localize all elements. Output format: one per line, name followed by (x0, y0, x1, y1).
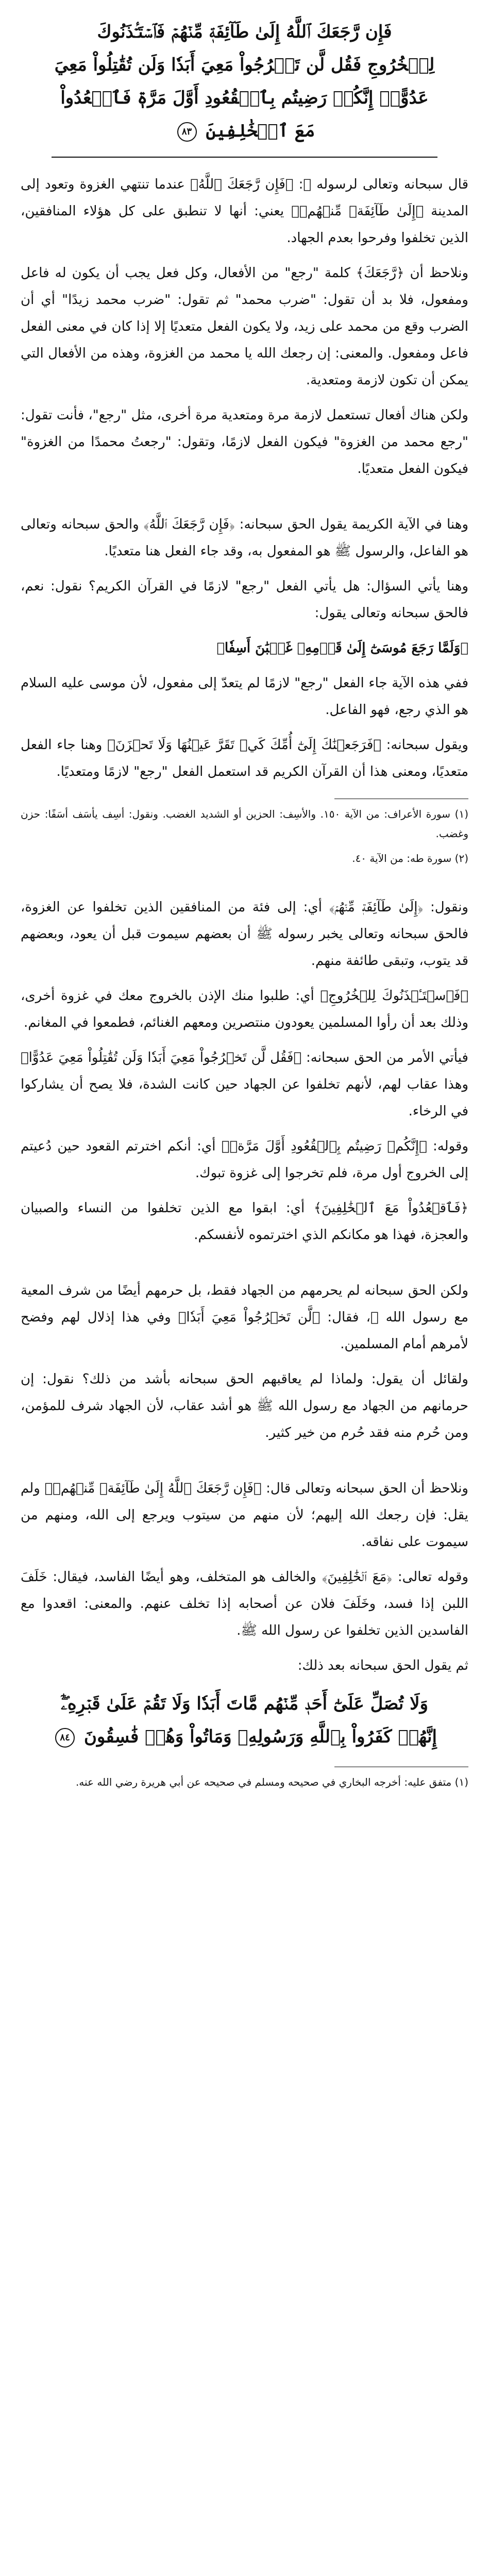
page (21, 15, 468, 1797)
divider (52, 157, 437, 158)
spacer (21, 490, 468, 511)
verse-line: عَدُوًّاۖ إِنَّكُمۡ رَضِيتُم بِٱلۡقُعُودِ أَوَّلَ مَرَّةٖ فَٱقۡعُدُواْ (60, 88, 429, 108)
verse-line: لِلۡخُرُوجِ فَقُل لَّن تَخۡرُجُواْ مَعِيَ أَبَدٗا وَلَن تُقَٰتِلُواْ مَعِيَ (54, 55, 435, 75)
paragraph: ﴿فَٱقۡعُدُواْ مَعَ ٱلۡخَٰلِفِينَ﴾ أي: ابقوا مع الذين تخلفوا من النساء والصبيان والعجزة، فهذا هو مكانكم الذي اخترتموه لأنفسكم. (21, 1200, 468, 1243)
quran-verse-block-top (21, 15, 468, 147)
paragraph: ثم يقول الحق سبحانه بعد ذلك: (297, 1658, 468, 1673)
footnote: (١) سورة الأعراف: من الآية ١٥٠. والأسِف: الحزين أو الشديد الغضب. ونقول: أسِف يأسَف أسَفًا: حزن وغضب. (21, 808, 468, 840)
paragraph: وهنا يأتي السؤال: هل يأتي الفعل "رجع" لازمًا في القرآن الكريم؟ نقول: نعم، فالحق سبحانه وتعالى يقول: (21, 579, 468, 621)
paragraph: فيأتي الأمر من الحق سبحانه: ﴿فَقُل لَّن تَخۡرُجُواْ مَعِيَ أَبَدٗا وَلَن تُقَٰتِلُواْ مَعِيَ عَدُوًّا﴾ وهذا عقاب لهم، لأنهم تخلفوا عن الجهاد حين كانت الشدة، فلا يصح أن يشاركوا في الرخاء. (21, 1050, 468, 1119)
spacer (21, 873, 468, 894)
verse-line (26, 1720, 463, 1753)
paragraph: ﴿فَٱسۡتَـٔۡذَنُوكَ لِلۡخُرُوجِ﴾ أي: طلبوا منك الإذن بالخروج معك في غزوة أخرى، وذلك بعد أن رأوا المسلمين يعودون منتصرين ومعهم الغنائم، فطمعوا في المغانم. (21, 988, 468, 1030)
footnote: (١) متفق عليه: أخرجه البخاري في صحيحه ومسلم في صحيحه عن أبي هريرة رضي الله عنه. (75, 1776, 468, 1788)
paragraph: وقوله تعالى: ﴿مَعَ ٱلۡخَٰلِفِينَ﴾ والخالف هو المتخلف، وهو أيضًا الفاسد، فيقال: خَلَفَ اللبن إذا فسد، وخَلَفَ فلان عن أصحابه إذا تخلف عنهم. والمعنى: اقعدوا مع الفاسدين الذين تخلفوا عن رسول الله ﷺ. (21, 1569, 468, 1638)
verse-line: فَإِن رَّجَعَكَ ٱللَّهُ إِلَىٰ طَآئِفَةٖ مِّنۡهُمۡ فَٱسۡتَـٔۡذَنُوكَ (97, 22, 392, 42)
paragraph: ولقائل أن يقول: ولماذا لم يعاقبهم الحق سبحانه بأشد من ذلك؟ نقول: إن حرمانهم من الجهاد مع رسول الله ﷺ هو أشد عقاب، لأن الجهاد شرف للمؤمن، ومن حُرم منه فقد حُرم من خير كثير. (21, 1371, 468, 1440)
ayah-number-marker: ٨٣ (177, 122, 197, 142)
verse-line-text: مَعَ ٱلۡخَٰلِفِينَ (206, 121, 315, 141)
paragraph: ونلاحظ أن ﴿رَّجَعَكَ﴾ كلمة "رجع" من الأفعال، وكل فعل يجب أن يكون له فاعل ومفعول، فلا بد أن تقول: "ضرب محمد" ثم تقول: "ضرب محمد زيدًا" أي أن الضرب وقع من محمد على زيد، ولا يكون الفعل متعديًا إلا إذا كان في معنى الفعل فاعل ومفعول. والمعنى: إن رجعك الله يا محمد من الغزوة، وهذه من الأفعال التي يمكن أن تكون لازمة ومتعدية. (21, 265, 468, 388)
paragraph: ولكن هناك أفعال تستعمل لازمة مرة ومتعدية مرة أخرى، مثل "رجع"، فأنت تقول: "رجع محمد من الغزوة" فيكون الفعل لازمًا، وتقول: "رجعتُ محمدًا من الغزوة" فيكون الفعل متعديًا. (21, 408, 468, 477)
footnote: (٢) سورة طه: من الآية ٤٠. (352, 852, 468, 865)
spacer (21, 1454, 468, 1475)
paragraph: ونقول: ﴿إِلَىٰ طَآئِفَةٖ مِّنۡهُمۡ﴾ أي: إلى فئة من المنافقين الذين تخلفوا عن الغزوة، فالحق سبحانه وتعالى يخبر رسوله ﷺ أن بعضهم سيموت قبل أن يعود، وبعضهم قد يتوب، وتبقى طائفة منهم. (21, 900, 468, 969)
paragraph: وقوله: ﴿إِنَّكُمۡ رَضِيتُم بِٱلۡقُعُودِ أَوَّلَ مَرَّةٖ﴾ أي: أنكم اخترتم القعود حين دُعيتم إلى الخروج أول مرة، فلم تخرجوا إلى غزوة تبوك. (21, 1139, 468, 1181)
quran-verse-block-bottom (21, 1687, 468, 1753)
quran-quote: ﴿وَلَمَّا رَجَعَ مُوسَىٰٓ إِلَىٰ قَوۡمِهِۦ غَضۡبَٰنَ أَسِفٗا﴾ (216, 640, 468, 656)
paragraph: ففي هذه الآية جاء الفعل "رجع" لازمًا لم يتعدّ إلى مفعول، لأن موسى عليه السلام هو الذي رجع، فهو الفاعل. (21, 675, 468, 718)
paragraph: ولكن الحق سبحانه لم يحرمهم من الجهاد فقط، بل حرمهم أيضًا من شرف المعية مع رسول الله ﷺ، فقال: ﴿لَّن تَخۡرُجُواْ مَعِيَ أَبَدٗا﴾ وفي هذا إذلال لهم وفضح لأمرهم أمام المسلمين. (21, 1283, 468, 1352)
paragraph: قال سبحانه وتعالى لرسوله ﷺ: ﴿فَإِن رَّجَعَكَ ٱللَّهُ﴾ عندما تنتهي الغزوة وتعود إلى المدينة ﴿إِلَىٰ طَآئِفَةٖ مِّنۡهُمۡ﴾ يعني: أنها لا تنطبق على كل هؤلاء المنافقين، الذين تخلفوا وفرحوا بعدم الجهاد. (21, 177, 468, 246)
spacer (21, 1257, 468, 1277)
verse-line: وَلَا تُصَلِّ عَلَىٰٓ أَحَدٖ مِّنۡهُم مَّاتَ أَبَدٗا وَلَا تَقُمۡ عَلَىٰ قَبۡرِهِۦٓۖ (61, 1693, 428, 1714)
verse-line (26, 114, 463, 147)
verse-line-text: إِنَّهُمۡ كَفَرُواْ بِٱللَّهِ وَرَسُولِهِۦ وَمَاتُواْ وَهُمۡ فَٰسِقُونَ (83, 1726, 437, 1747)
paragraph: ويقول سبحانه: ﴿فَرَجَعۡنَٰكَ إِلَىٰٓ أُمِّكَ كَيۡ تَقَرَّ عَيۡنُهَا وَلَا تَحۡزَنَ﴾ وهنا جاء الفعل متعديًا، ومعنى هذا أن القرآن الكريم قد استعمل الفعل "رجع" لازمًا ومتعديًا. (21, 737, 468, 779)
ayah-number-marker: ٨٤ (55, 1728, 75, 1748)
paragraph: وهنا في الآية الكريمة يقول الحق سبحانه: ﴿فَإِن رَّجَعَكَ ٱللَّهُ﴾ والحق سبحانه وتعالى هو الفاعل، والرسول ﷺ هو المفعول به، وقد جاء الفعل هنا متعديًا. (21, 517, 468, 559)
paragraph: ونلاحظ أن الحق سبحانه وتعالى قال: ﴿فَإِن رَّجَعَكَ ٱللَّهُ إِلَىٰ طَآئِفَةٖ مِّنۡهُمۡ﴾ ولم يقل: فإن رجعك الله إليهم؛ لأن منهم من سيتوب ويرجع إلى الله، ومنهم من سيموت على نفاقه. (21, 1481, 468, 1550)
